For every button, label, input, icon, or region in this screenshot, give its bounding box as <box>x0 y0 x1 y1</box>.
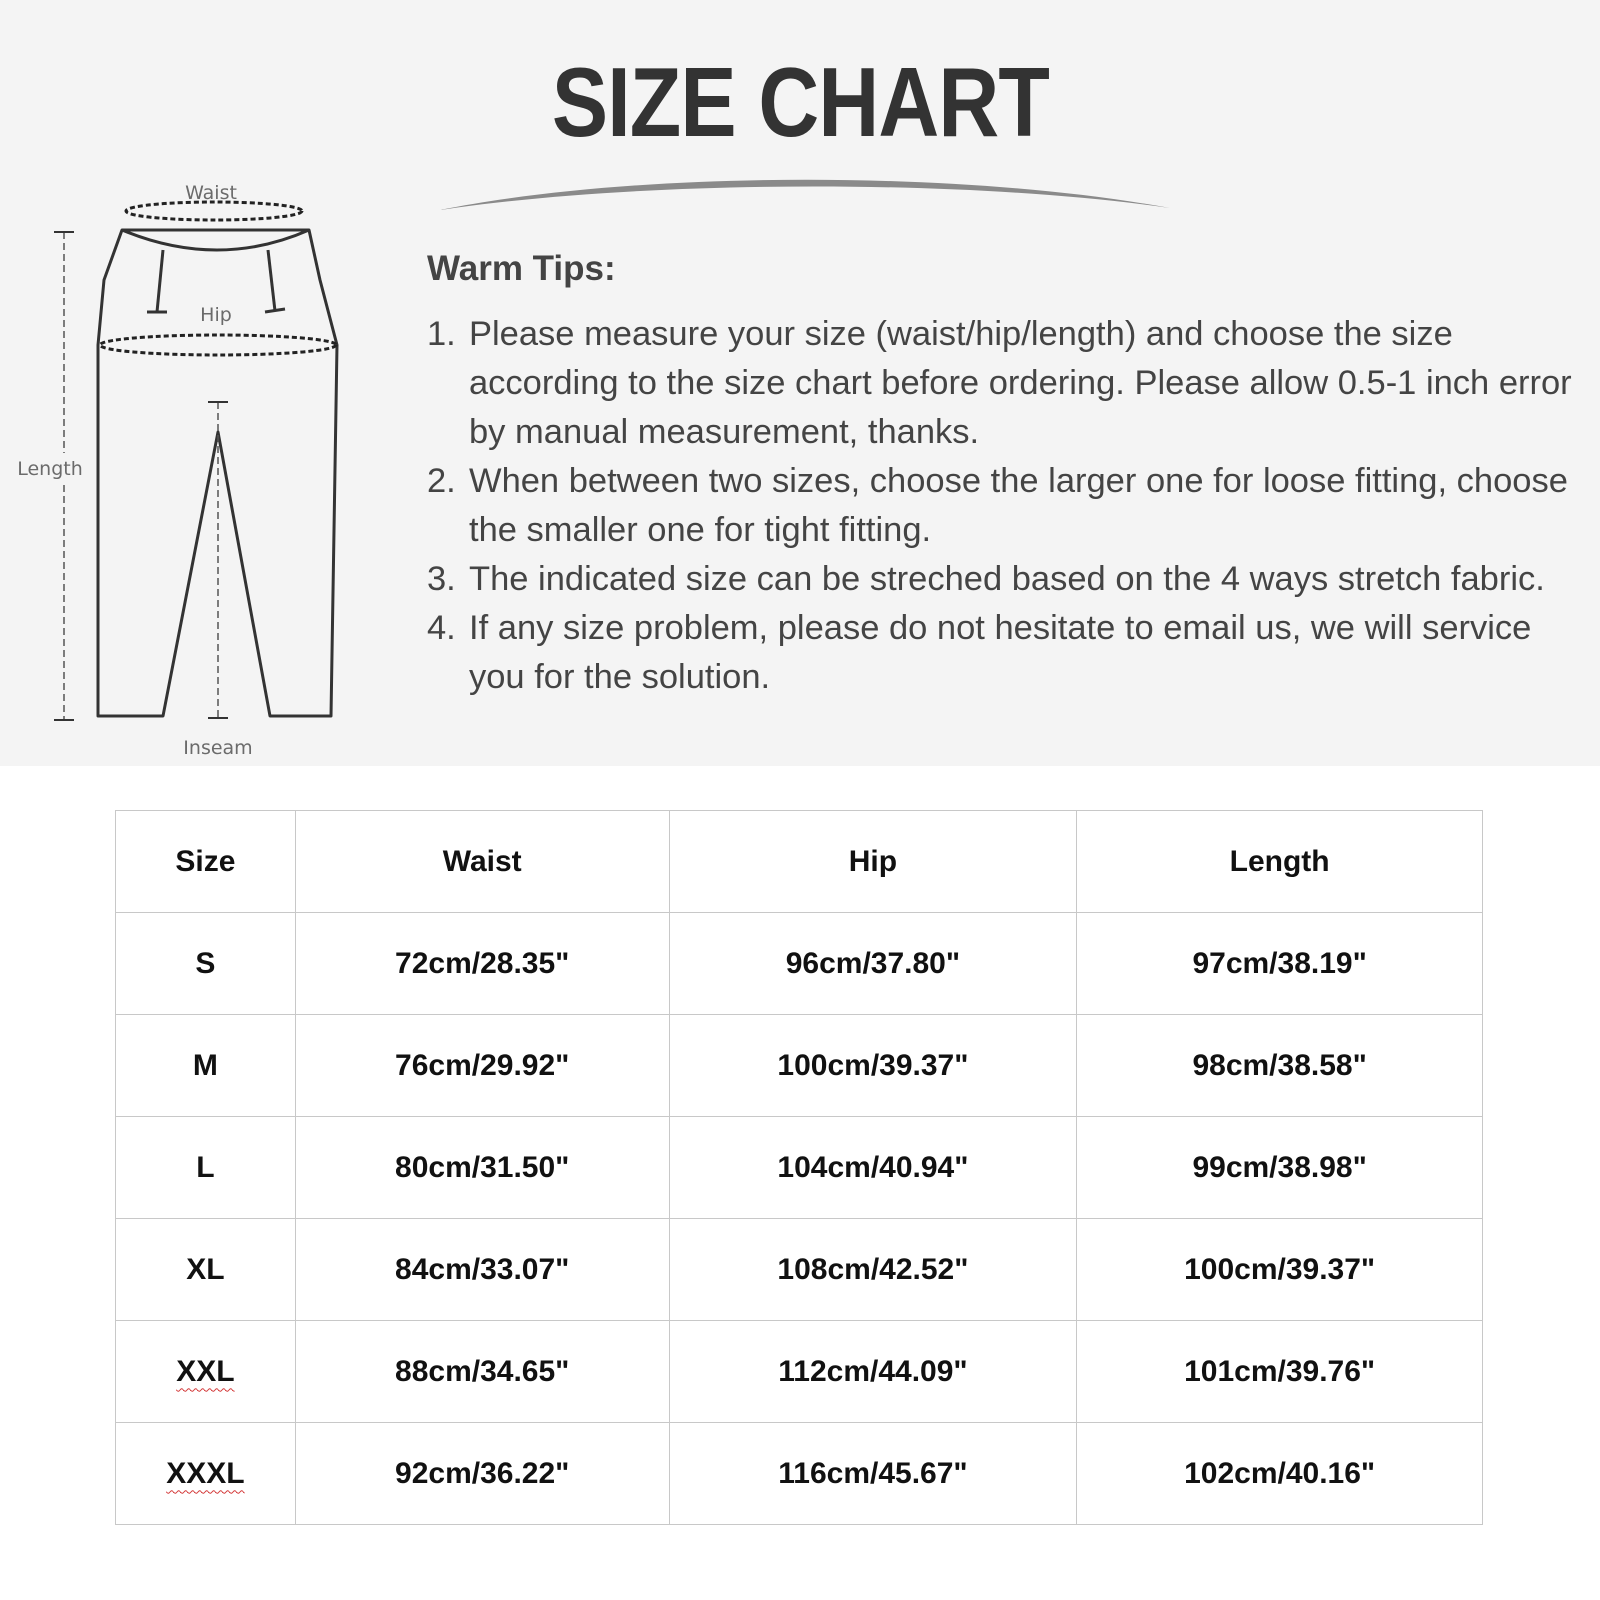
waist-cell: 76cm/29.92" <box>295 1015 669 1117</box>
hip-cell: 112cm/44.09" <box>669 1321 1077 1423</box>
tip-item <box>427 310 1577 457</box>
header-cell: Size <box>116 811 296 913</box>
tip-number: 2. <box>427 462 456 500</box>
size-cell: L <box>116 1117 296 1219</box>
table-row <box>116 913 1483 1015</box>
hip-cell: 96cm/37.80" <box>669 913 1077 1015</box>
waist-label: Waist <box>185 182 237 204</box>
size-label: XXXL <box>166 1456 245 1490</box>
table-row <box>116 1117 1483 1219</box>
length-cell: 100cm/39.37" <box>1077 1219 1483 1321</box>
waist-cell: 92cm/36.22" <box>295 1423 669 1525</box>
length-cell: 99cm/38.98" <box>1077 1117 1483 1219</box>
length-label: Length <box>17 458 83 480</box>
length-cell: 97cm/38.19" <box>1077 913 1483 1015</box>
size-table <box>115 810 1483 1525</box>
inseam-label: Inseam <box>183 737 253 759</box>
title-swoosh-divider <box>440 168 1170 218</box>
table-row <box>116 1015 1483 1117</box>
table-row <box>116 1321 1483 1423</box>
size-cell <box>116 1423 296 1525</box>
waist-cell: 84cm/33.07" <box>295 1219 669 1321</box>
waistband-curve <box>122 230 309 250</box>
header-cell: Length <box>1077 811 1483 913</box>
tip-number: 3. <box>427 560 456 598</box>
length-cell: 98cm/38.58" <box>1077 1015 1483 1117</box>
tip-item <box>427 457 1577 555</box>
tip-text: If any size problem, please do not hesitate to email us, we will service you for the solution. <box>469 609 1532 696</box>
tip-text: Please measure your size (waist/hip/length) and choose the size according to the size chart before ordering. Please allow 0.5-1 inch error by manual measurement, thanks. <box>469 315 1572 451</box>
warm-tips-list <box>427 310 1577 702</box>
page-title: SIZE CHART <box>551 47 1049 157</box>
right-pocket-line <box>268 250 275 311</box>
left-pocket-line <box>157 250 163 312</box>
tip-text: The indicated size can be streched based on the 4 ways stretch fabric. <box>469 560 1545 598</box>
size-label: XXL <box>176 1354 235 1388</box>
tip-text: When between two sizes, choose the larger one for loose fitting, choose the smaller one for tight fitting. <box>469 462 1568 549</box>
pants-measurement-diagram <box>0 170 400 770</box>
hip-cell: 100cm/39.37" <box>669 1015 1077 1117</box>
header-cell: Waist <box>295 811 669 913</box>
right-pocket-tick <box>265 309 285 312</box>
waist-cell: 80cm/31.50" <box>295 1117 669 1219</box>
warm-tips-heading: Warm Tips: <box>427 249 616 288</box>
hip-measure-line <box>100 335 336 355</box>
hip-cell: 116cm/45.67" <box>669 1423 1077 1525</box>
hip-cell: 108cm/42.52" <box>669 1219 1077 1321</box>
tip-item <box>427 604 1577 702</box>
length-cell: 102cm/40.16" <box>1077 1423 1483 1525</box>
hip-label: Hip <box>200 304 232 326</box>
waist-cell: 72cm/28.35" <box>295 913 669 1015</box>
length-cell: 101cm/39.76" <box>1077 1321 1483 1423</box>
table-row <box>116 1219 1483 1321</box>
size-cell: S <box>116 913 296 1015</box>
tip-item <box>427 555 1577 604</box>
table-row <box>116 1423 1483 1525</box>
header-cell: Hip <box>669 811 1077 913</box>
size-cell <box>116 1321 296 1423</box>
hip-cell: 104cm/40.94" <box>669 1117 1077 1219</box>
tip-number: 1. <box>427 315 456 353</box>
table-header-row <box>116 811 1483 913</box>
size-cell: M <box>116 1015 296 1117</box>
waist-cell: 88cm/34.65" <box>295 1321 669 1423</box>
size-cell: XL <box>116 1219 296 1321</box>
tip-number: 4. <box>427 609 456 647</box>
waist-measure-line <box>126 202 302 220</box>
